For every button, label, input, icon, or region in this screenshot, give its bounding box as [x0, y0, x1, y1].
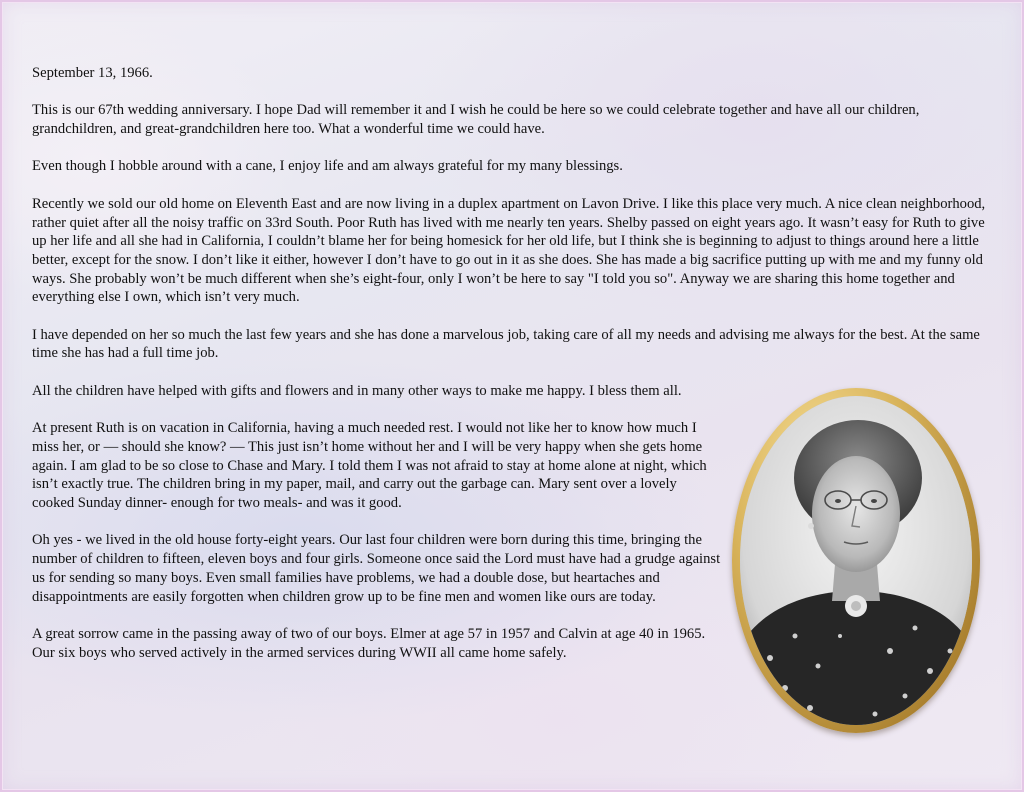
paragraph-vacation: At present Ruth is on vacation in California, having a much needed rest. I would not like her to know how much I miss her, or — should she know? — This just isn’t home without her and I will be very happy when she gets home again. I am glad to be so close to Chase and Mary. I told them I was not afraid to stay at home alone at night, which isn’t exactly true. The children bring in my paper, mail, and carry out the garbage can. Mary sent over a lovely cooked Sunday dinner- enough for two meals- and was it good. — [32, 420, 707, 512]
closing-wwii: Our six boys who served actively in the armed services during WWII all came home safely. — [32, 644, 567, 661]
paragraph-children-gifts: All the children have helped with gifts and flowers and in many other ways to make me happy. I bless them all. — [32, 382, 682, 399]
paragraph-new-home: Recently we sold our old home on Eleventh East and are now living in a duplex apartment on Lavon Drive. I like this place very much. A nice clean neighborhood, rather quiet after all the noisy traffic on 33rd South. Poor Ruth has lived with me nearly ten years. Shelby passed on eight years ago. It wasn’t easy for Ruth to give up her life and all she had in California, I couldn’t blame her for being homesick for her old life, but I think she is beginning to adjust to things around here a little better, except for the snow. I don’t like it either, however I don’t have to go out in it as she does. She has made a big sacrifice putting up with me and my funny old ways. She probably won’t be much different when she’s eight-four, only I won’t be here to say "I told you so". Anyway we are sharing this home together and everything else I own, which isn’t very much. — [32, 195, 986, 306]
closing-sorrow: A great sorrow came in the passing away of two of our boys. Elmer at age 57 in 1957 and Calvin at age 40 in 1965. — [32, 625, 706, 642]
portrait-photo-icon — [740, 396, 972, 725]
paragraph-ruth: I have depended on her so much the last few years and she has done a marvelous job, taking care of all my needs and advising me always for the best. At the same time she has had a full time job. — [32, 326, 980, 362]
letter-date: September 13, 1966. — [32, 65, 153, 81]
portrait-frame — [732, 388, 980, 733]
paragraph-anniversary: This is our 67th wedding anniversary. I hope Dad will remember it and I wish he could be here so we could celebrate together and have all our children, grandchildren, and great-grandchildren here too. What a wonderful time we could have. — [32, 102, 920, 138]
paragraph-old-house: Oh yes - we lived in the old house forty-eight years. Our last four children were born during this time, bringing the number of children to fifteen, eleven boys and four girls. Someone once said the Lord must have had a grudge against us for sending so many boys. Even small families have problems, we had a double dose, but heartaches and disappointments are easily forgotten when children grow up to be fine men and women like ours are today. — [32, 532, 721, 605]
portrait-illustration — [740, 396, 972, 725]
paragraph-blessings: Even though I hobble around with a cane, I enjoy life and am always grateful for my many blessings. — [32, 158, 623, 175]
closing-block — [32, 625, 722, 662]
